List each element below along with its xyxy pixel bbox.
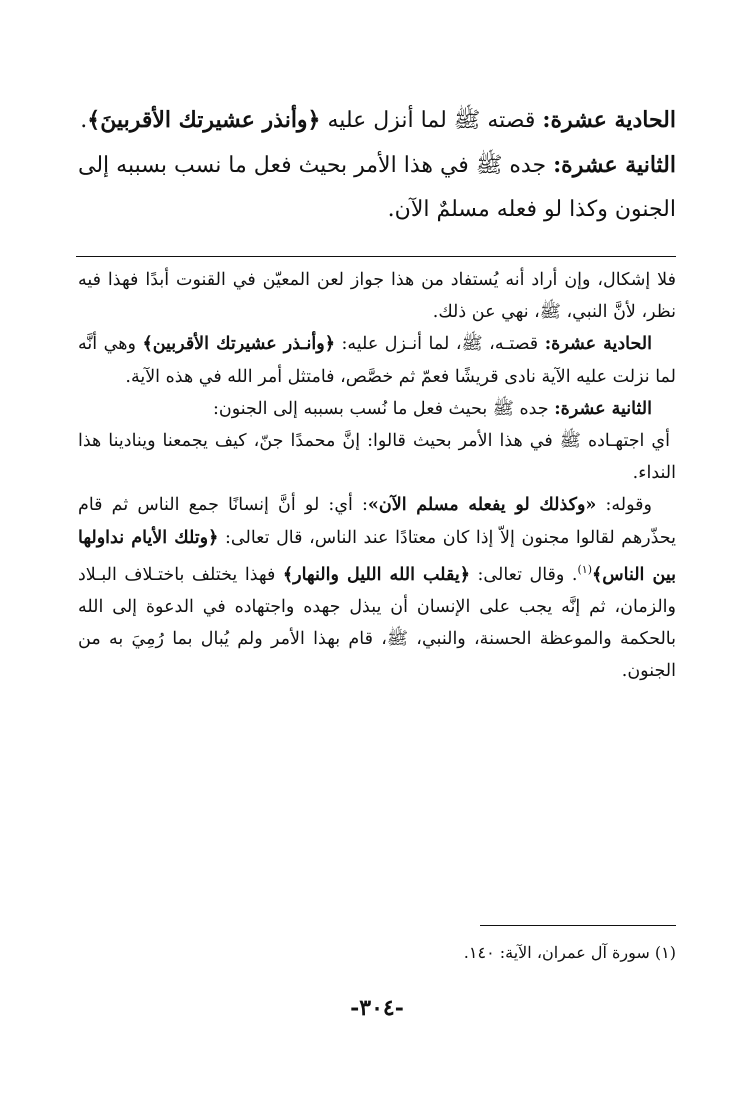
- footnote: (١) سورة آل عمران، الآية: ١٤٠.: [463, 943, 676, 962]
- main-text-11: قصته ﷺ لما أنزل عليه: [327, 108, 536, 133]
- commentary-text-3: جده ﷺ بحيث فعل ما نُسب بسببه إلى الجنون:: [212, 398, 549, 419]
- commentary-quote-phrase: «وكذلك لو يفعله مسلم الآن»: [367, 495, 597, 516]
- main-paragraph-12: [78, 143, 676, 232]
- commentary-text-2a: قصتـه، ﷺ، لما أنـزل عليه:: [341, 334, 539, 355]
- commentary-text: [78, 264, 676, 687]
- main-text: [78, 98, 676, 232]
- main-text-11-end: .: [80, 108, 88, 133]
- main-paragraph-11: [78, 98, 676, 143]
- quran-quote-night-day: ﴿يقلب الله الليل والنهار﴾: [282, 564, 470, 585]
- commentary-paragraph-4: أي اجتهـاده ﷺ في هذا الأمر بحيث قالوا: إنَّ محمدًا جنّ، كيف يجمعنا وينادينا هذا النداء.: [78, 431, 676, 484]
- commentary-heading-twelfth: الثانية عشرة:: [554, 398, 652, 419]
- commentary-paragraph-2: [78, 328, 676, 392]
- commentary-text-2b: وهي أنَّه لما نزلت عليه الآية نادى قريشًا فعمّ ثم خصَّص، فامتثل أمر الله في هذه الآية.: [78, 334, 676, 387]
- main-text-12: جده ﷺ في هذا الأمر بحيث فعل ما نسب بسببه إلى الجنون وكذا لو فعله مسلمٌ الآن.: [78, 153, 676, 222]
- commentary-quran-quote-2: ﴿وأنـذر عشيرتك الأقربين﴾: [142, 334, 335, 355]
- commentary-paragraph-3: [78, 393, 676, 425]
- quran-quote-al-imran: ﴿وتلك الأيام نداولها بين الناس﴾: [78, 527, 676, 585]
- commentary-text-5a: : أي: لو أنَّ إنسانًا جمع الناس ثم قام يحذّرهم لقالوا مجنون إلاّ إذا كان معتادًا عند الناس، قال تعالى:: [78, 495, 676, 548]
- quran-quote-11: ﴿وأنذر عشيرتك الأقربينَ﴾: [87, 107, 321, 133]
- commentary-text-5c: فهذا يختلف باختـلاف البـلاد والزمان، ثم إنَّه يجب على الإنسان أن يبذل جهده واجتهاده في الدعوة إلى الله بالحكمة والموعظة الحسنة، والنبي، ﷺ، قام بهذا الأمر ولم يُبال بما رُمِيَ به من الجنون.: [78, 564, 676, 682]
- heading-twelfth: الثانية عشرة:: [553, 152, 676, 178]
- page-number: -٣٠٤-: [350, 995, 404, 1021]
- commentary-heading-eleventh: الحادية عشرة:: [544, 334, 652, 355]
- heading-eleventh: الحادية عشرة:: [542, 107, 676, 133]
- commentary-divider: [76, 256, 676, 257]
- commentary-paragraph-5: [78, 489, 676, 687]
- commentary-text-5-pre: وقوله:: [605, 495, 652, 516]
- footnote-divider: [480, 925, 676, 926]
- commentary-text-5b: . وقال تعالى:: [477, 564, 578, 585]
- footnote-reference[interactable]: (١): [577, 562, 592, 576]
- commentary-paragraph-1: فلا إشكال، وإن أراد أنه يُستفاد من هذا جواز لعن المعيّن في القنوت أبدًا فهذا فيه نظر، لأنَّ النبي، ﷺ، نهي عن ذلك.: [78, 270, 676, 323]
